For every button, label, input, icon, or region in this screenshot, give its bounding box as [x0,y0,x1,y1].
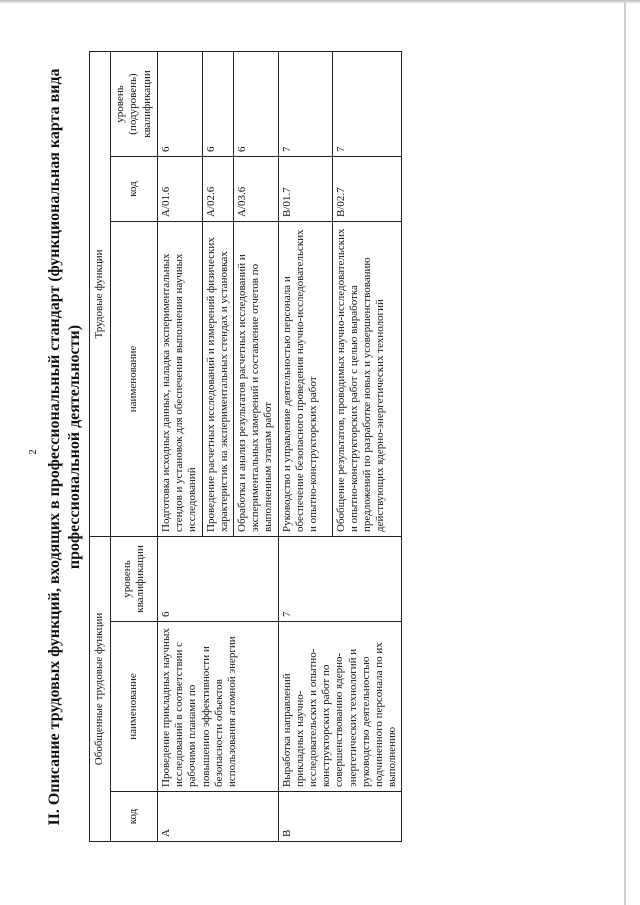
function-code: A/03.6 [234,156,279,221]
header-function-code: код [111,156,158,221]
function-code: B/01.7 [278,156,332,221]
function-code: A/01.6 [158,156,203,221]
labor-functions-header: Трудовые функции [90,51,111,536]
section-title-line-1: II. Описание трудовых функций, входящих в профессиональный стандарт (функциональная карта вида [46,68,63,826]
generalized-level: 7 [278,536,402,621]
scan-edge [0,0,640,4]
function-code: B/02.7 [332,156,402,221]
function-level: 7 [332,51,402,156]
generalized-code: B [278,792,402,842]
generalized-level: 6 [158,536,279,621]
generalized-name: Проведение прикладных научных исследований в соответствии с рабочими планами по повышению эффективности и безопасности объектов использования атомной энергии [158,622,279,792]
section-title [45,52,85,842]
function-level: 6 [234,51,279,156]
header-name: наименование [111,622,158,792]
function-level: 6 [202,51,233,156]
function-code: A/02.6 [202,156,233,221]
header-level: уровень квалификации [111,536,158,621]
scan-edge-right [624,0,626,905]
table-row [158,51,203,841]
function-name: Подготовка исходных данных, наладка экспериментальных стендов и установок для обеспечения выполнения научных исследований [158,221,203,536]
function-name: Обобщение результатов, проводимых научно-исследовательских и опытно-конструкторских работ с целью выработка предложений по разработке новых и усовершенствованию действующих ядерно-энергетических технологий [332,221,402,536]
rotated-page-content [45,52,595,842]
function-name: Руководство и управление деятельностью персонала и обеспечение безопасного проведения научно-исследовательских и опытно-конструкторских работ [278,221,332,536]
generalized-name: Выработка направлений прикладных научно-исследовательских и опытно-конструкторских работ по совершенствованию ядерно-энергетических технологий и руководство деятельностью подчиненного персонала по их выполнению [278,622,402,792]
generalized-code: A [158,792,279,842]
function-level: 7 [278,51,332,156]
header-function-level: уровень (подуровень) квалификации [111,51,158,156]
table-row [278,51,332,841]
header-function-name: наименование [111,221,158,536]
section-title-line-2: профессиональной деятельности) [66,324,83,570]
function-level: 6 [158,51,203,156]
page-number: 2 [27,449,39,455]
function-name: Обработка и анализ результатов расчетных исследований и экспериментальных измерений и составление отчетов по выполненным этапам работ [234,221,279,536]
function-name: Проведение расчетных исследований и измерений физических характеристик на экспериментальных стендах и установках [202,221,233,536]
generalized-functions-header: Обобщенные трудовые функции [90,536,111,841]
functional-map-table [89,51,402,842]
header-code: код [111,792,158,842]
